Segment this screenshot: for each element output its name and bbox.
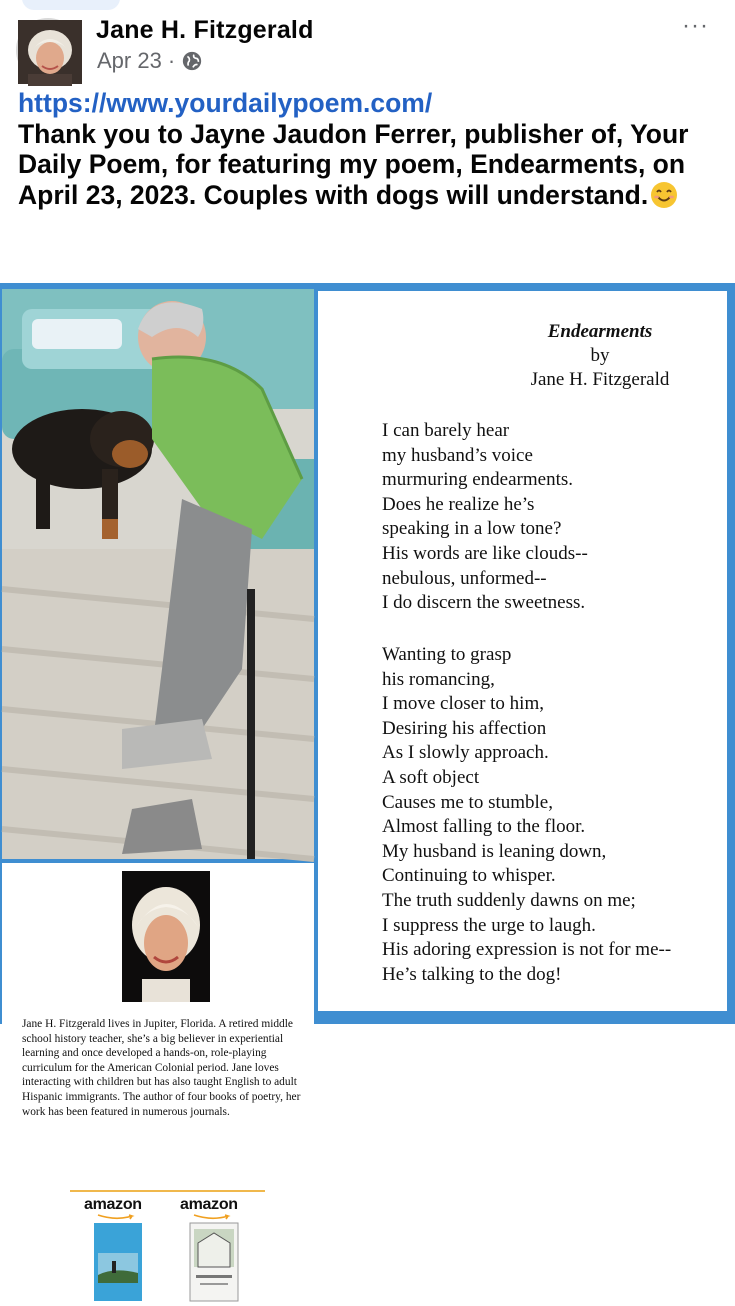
poem-stanza-1 <box>382 419 588 616</box>
amazon-logo-1[interactable] <box>84 1196 142 1220</box>
amazon-smile-icon <box>192 1214 232 1220</box>
poem-line: His words are like clouds-- <box>382 542 588 564</box>
amazon-smile-icon <box>96 1214 136 1220</box>
poem-line: Continuing to whisper. <box>382 865 556 887</box>
more-options-button[interactable]: ··· <box>682 12 709 39</box>
poem-line: his romancing, <box>382 668 495 690</box>
amazon-logo-2[interactable] <box>180 1196 238 1220</box>
author-bio: Jane H. Fitzgerald lives in Jupiter, Florida. A retired middle school history teacher, she’s a big believer in experiential learning and once developed a hands-on, role-playing curriculum for the American Colonial period. Jane loves interacting with children but has also taught English to adult Hispanic immigrants. The author of four books of poetry, her work has been featured in numerous journals. <box>22 1018 301 1118</box>
poem-card <box>318 291 727 1011</box>
post-text <box>18 88 718 210</box>
poem-title: Endearments <box>547 321 653 342</box>
post-link[interactable]: https://www.yourdailypoem.com/ <box>18 88 433 118</box>
poem-line: I can barely hear <box>382 420 510 441</box>
globe-icon <box>181 50 203 72</box>
meta-separator: · <box>167 48 176 73</box>
post-attachment-image[interactable] <box>0 283 735 1213</box>
photo-man-with-dog <box>2 289 314 859</box>
poem-by: by <box>590 345 610 366</box>
post-header <box>0 0 735 88</box>
poem-line: my husband’s voice <box>382 444 533 466</box>
smiling-face-emoji-icon <box>650 181 678 209</box>
post-date[interactable]: Apr 23 <box>97 48 162 73</box>
amazon-label-2: amazon <box>180 1196 238 1213</box>
poem-line: murmuring endearments. <box>382 469 574 491</box>
poem-line: Does he realize he’s <box>382 493 535 515</box>
poem-line: Almost falling to the floor. <box>382 816 586 838</box>
poem-stanza-2 <box>382 643 671 987</box>
amazon-divider <box>70 1190 265 1192</box>
author-portrait-image <box>122 871 210 1002</box>
post-meta <box>97 48 203 74</box>
poem-line: Desiring his affection <box>382 717 547 739</box>
author-avatar[interactable] <box>16 18 80 82</box>
poem-line: I suppress the urge to laugh. <box>382 914 596 936</box>
poem-line: His adoring expression is not for me-- <box>382 939 672 961</box>
poem-line: As I slowly approach. <box>382 742 549 764</box>
poem-line: nebulous, unformed-- <box>382 567 547 589</box>
bio-card <box>2 863 314 1303</box>
poem-line: My husband is leaning down, <box>382 840 607 862</box>
book-cover-2[interactable] <box>190 1223 238 1301</box>
poem-line: The truth suddenly dawns on me; <box>382 889 636 911</box>
author-name[interactable]: Jane H. Fitzgerald <box>96 16 314 44</box>
book-cover-1[interactable] <box>94 1223 142 1301</box>
amazon-label-1: amazon <box>84 1196 142 1213</box>
poem-line: I do discern the sweetness. <box>382 592 586 614</box>
poem-line: He’s talking to the dog! <box>382 963 562 985</box>
poem-line: speaking in a low tone? <box>382 518 562 540</box>
poem-line: Causes me to stumble, <box>382 791 553 813</box>
poem-line: Wanting to grasp <box>382 644 512 665</box>
poem-line: I move closer to him, <box>382 693 544 715</box>
poem-author: Jane H. Fitzgerald <box>530 369 670 390</box>
post-message: Thank you to Jayne Jaudon Ferrer, publisher of, Your Daily Poem, for featuring my poem, Endearments, on April 23, 2023. Couples with dogs will understand. <box>18 118 689 210</box>
poem-line: A soft object <box>382 766 480 788</box>
